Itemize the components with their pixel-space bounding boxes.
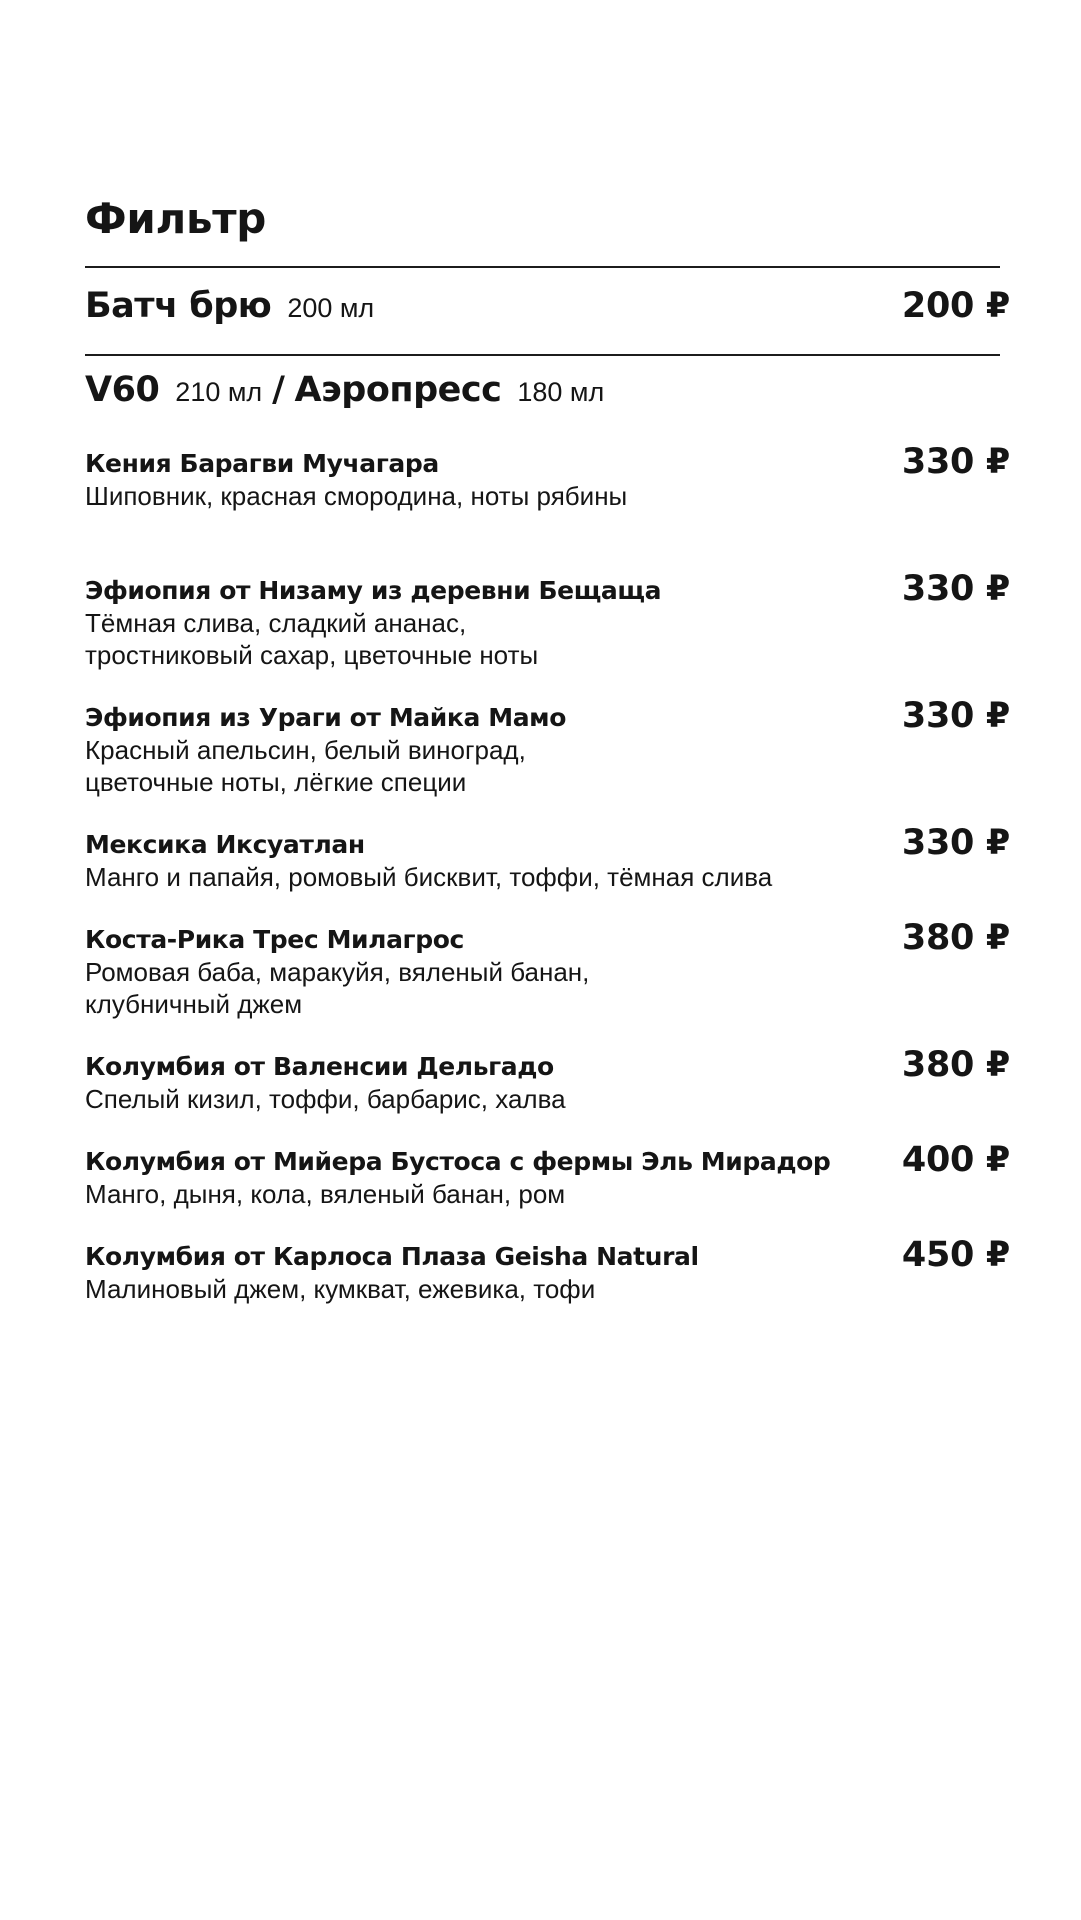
method-divider [85, 354, 1000, 356]
coffee-item [85, 696, 1010, 798]
coffee-list [85, 442, 1010, 1305]
coffee-name: Колумбия от Валенсии Дельгадо [85, 1052, 554, 1081]
coffee-name: Кения Барагви Мучагара [85, 449, 439, 478]
coffee-item [85, 569, 1010, 671]
menu-page [85, 0, 1010, 1920]
v60-volume: 210 мл [175, 377, 263, 407]
coffee-notes: Малиновый джем, кумкват, ежевика, тофи [85, 1274, 596, 1304]
coffee-item [85, 1235, 1010, 1305]
coffee-notes: Ромовая баба, маракуйя, вяленый банан, клубничный джем [85, 957, 590, 1019]
coffee-name: Коста-Рика Трес Милагрос [85, 925, 464, 954]
v60-label: V60 [85, 370, 160, 410]
coffee-item [85, 823, 1010, 893]
coffee-price: 330 ₽ [901, 696, 1010, 736]
coffee-name: Колумбия от Мийера Бустоса с фермы Эль Мирадор [85, 1147, 831, 1176]
coffee-item [85, 1045, 1010, 1115]
batch-brew-volume: 200 мл [287, 293, 375, 323]
coffee-price: 380 ₽ [901, 1045, 1010, 1085]
coffee-notes: Тёмная слива, сладкий ананас, тростниковый сахар, цветочные ноты [85, 608, 539, 670]
batch-brew-name: Батч брю [85, 286, 272, 326]
aeropress-label: Аэропресс [294, 370, 502, 410]
coffee-price: 380 ₽ [901, 918, 1010, 958]
coffee-notes: Манго и папайя, ромовый бисквит, тоффи, тёмная слива [85, 862, 773, 892]
aeropress-volume: 180 мл [517, 377, 605, 407]
coffee-price: 450 ₽ [901, 1235, 1010, 1275]
coffee-item [85, 1140, 1010, 1210]
coffee-name: Эфиопия от Низаму из деревни Бещаща [85, 576, 662, 605]
top-divider [85, 266, 1000, 268]
coffee-item [85, 918, 1010, 1020]
brew-methods-row [85, 370, 1010, 410]
coffee-price: 330 ₽ [901, 442, 1010, 482]
coffee-notes: Спелый кизил, тоффи, барбарис, халва [85, 1084, 566, 1114]
coffee-notes: Красный апельсин, белый виноград, цветочные ноты, лёгкие специи [85, 735, 526, 797]
coffee-name: Колумбия от Карлоса Плаза Geisha Natural [85, 1242, 699, 1271]
coffee-notes: Манго, дыня, кола, вяленый банан, ром [85, 1179, 566, 1209]
coffee-name: Мексика Иксуатлан [85, 830, 365, 859]
coffee-item [85, 442, 1010, 512]
batch-brew-price: 200 ₽ [901, 286, 1010, 326]
section-title: Фильтр [85, 194, 267, 243]
coffee-name: Эфиопия из Ураги от Майка Мамо [85, 703, 566, 732]
coffee-notes: Шиповник, красная смородина, ноты рябины [85, 481, 628, 511]
batch-brew-row [85, 286, 1010, 326]
method-separator: / [272, 370, 285, 410]
coffee-price: 400 ₽ [901, 1140, 1010, 1180]
coffee-price: 330 ₽ [901, 823, 1010, 863]
coffee-price: 330 ₽ [901, 569, 1010, 609]
